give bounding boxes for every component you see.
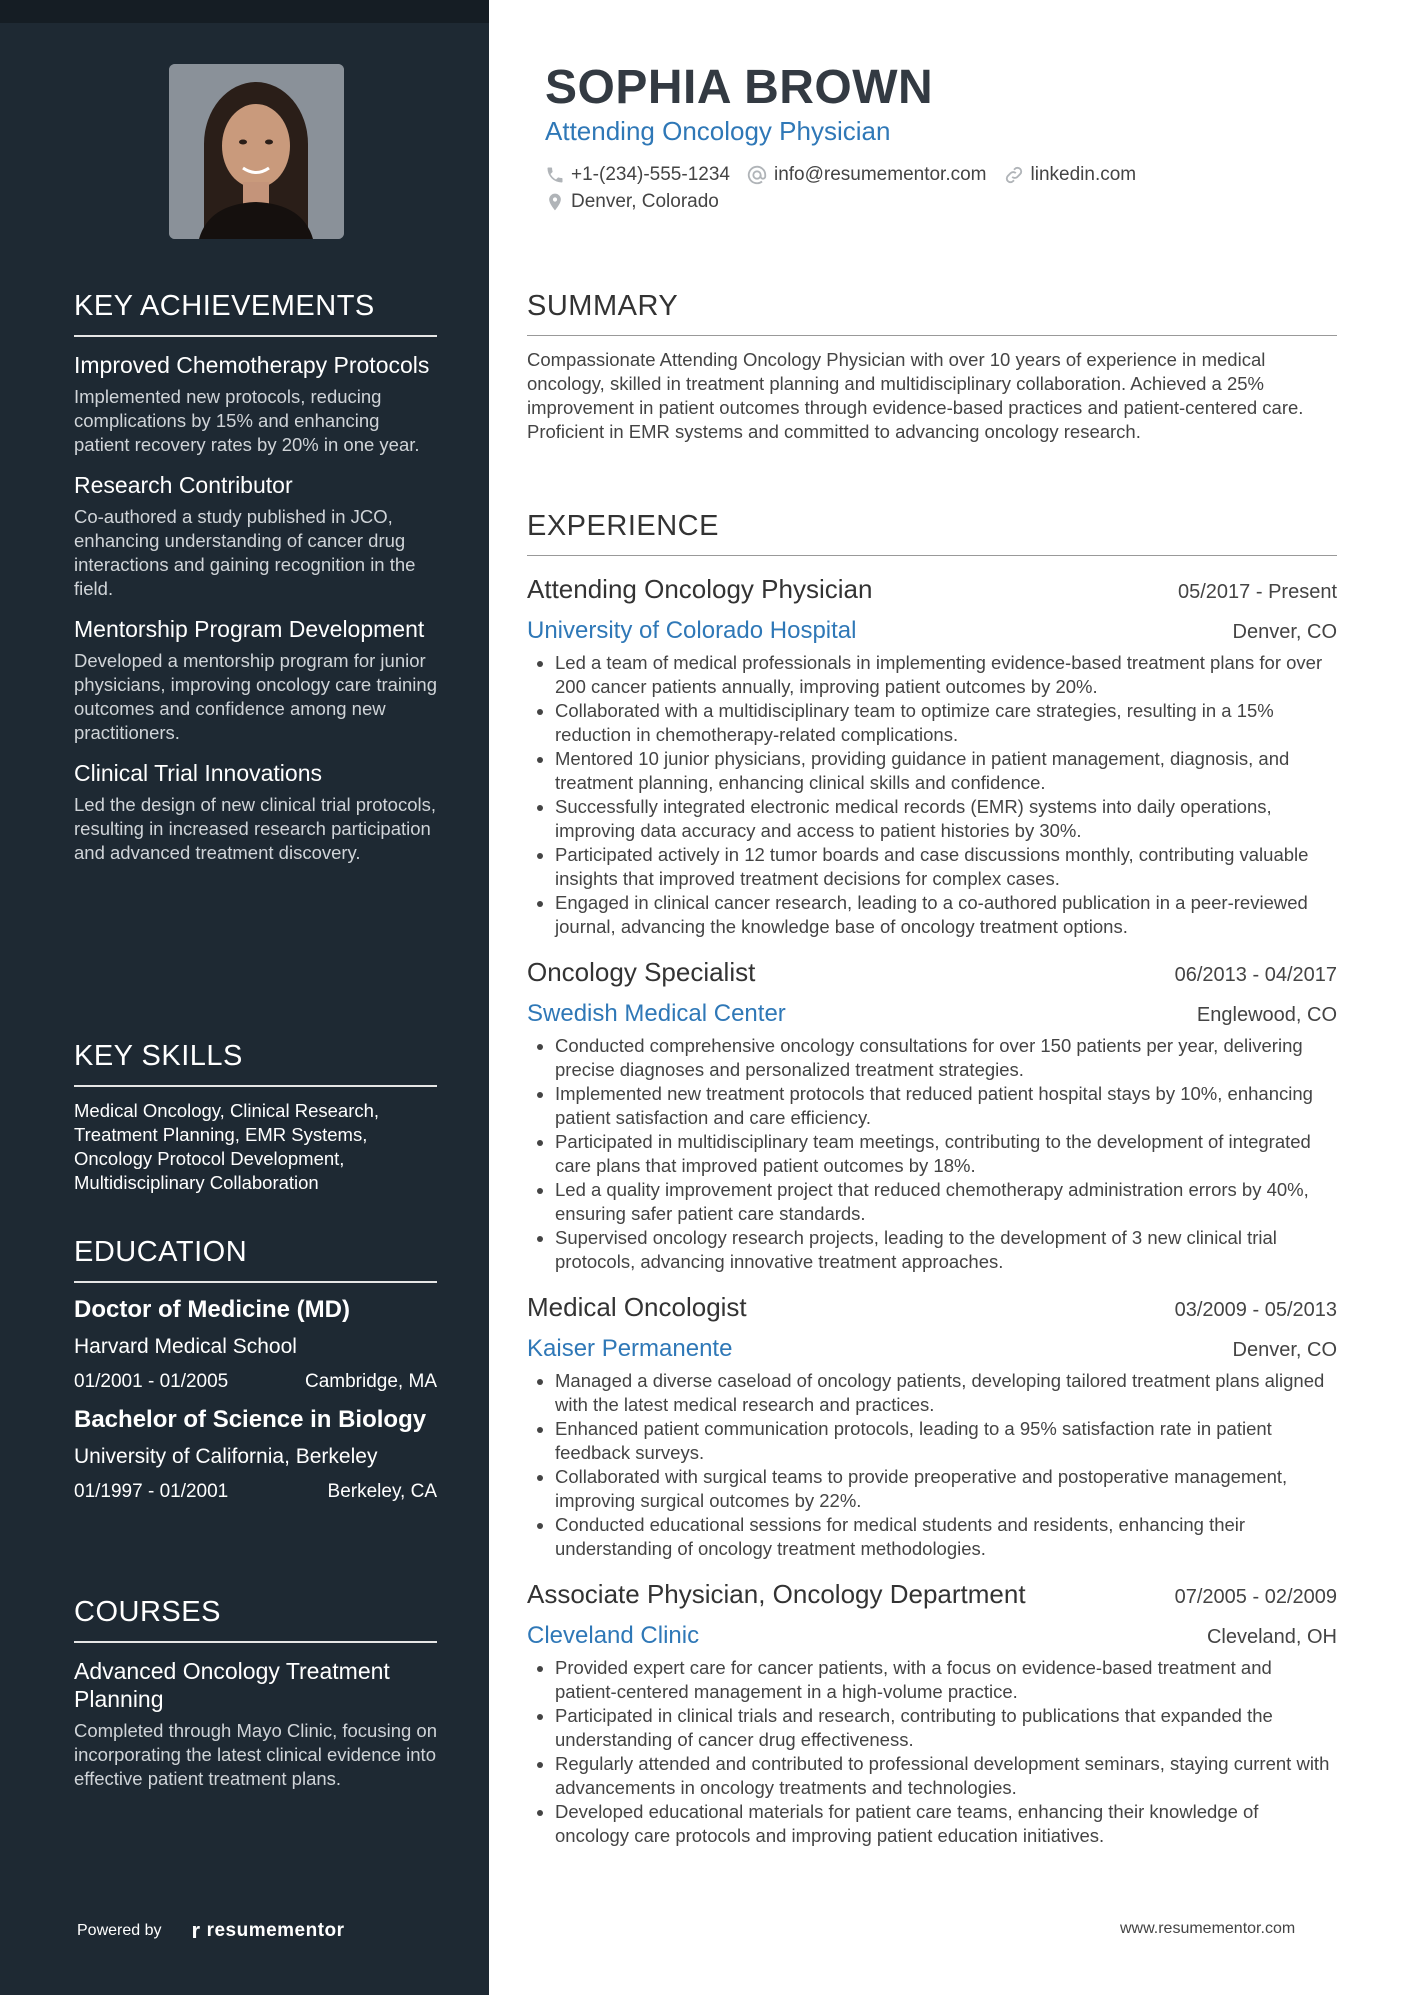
job-sub <box>527 617 1337 645</box>
job-location: Englewood, CO <box>1196 1004 1337 1026</box>
contact-row <box>545 164 1136 186</box>
achievement-title: Mentorship Program Development <box>74 616 425 642</box>
job-dates: 06/2013 - 04/2017 <box>1174 964 1337 986</box>
experience-title: EXPERIENCE <box>527 510 1337 556</box>
job-location: Cleveland, OH <box>1206 1626 1337 1648</box>
job-bullet: • Participated actively in 12 tumor boards and case discussions monthly, contributing valuable insights that improved treatment decisions for complex cases. <box>555 843 1337 891</box>
education-item <box>74 1295 437 1393</box>
achievement-title: Clinical Trial Innovations <box>74 760 323 786</box>
job-bullet: • Led a quality improvement project that reduced chemotherapy administration errors by 40%, ensuring safer patient care standards. <box>555 1178 1337 1226</box>
achievement-title: Research Contributor <box>74 472 293 498</box>
job-bullet: • Mentored 10 junior physicians, providing guidance in patient management, diagnosis, and treatment planning, enhancing clinical skills and confidence. <box>555 747 1337 795</box>
education-dates: 01/2001 - 01/2005 <box>74 1371 229 1392</box>
job-head <box>527 1579 1337 1610</box>
job-entry <box>527 1292 1337 1561</box>
job-bullet: • Enhanced patient communication protocols, leading to a 95% satisfaction rate in patient feedback surveys. <box>555 1417 1337 1465</box>
job-title: Medical Oncologist <box>527 1292 747 1322</box>
job-bullet: • Participated in multidisciplinary team meetings, contributing to the development of integrated care plans that improved patient outcomes by 18%. <box>555 1130 1337 1178</box>
experience-section <box>527 510 1337 1848</box>
job-bullets <box>527 1034 1337 1274</box>
job-bullet: • Participated in clinical trials and research, contributing to publications that expanded the understanding of cancer drug effectiveness. <box>555 1704 1337 1752</box>
job-company: Swedish Medical Center <box>527 1000 786 1027</box>
key-achievements-title: KEY ACHIEVEMENTS <box>74 290 437 337</box>
education-location: Berkeley, CA <box>327 1481 437 1502</box>
achievement-title: Improved Chemotherapy Protocols <box>74 352 430 378</box>
job-entry <box>527 574 1337 939</box>
education-section <box>74 1236 437 1503</box>
footer-url[interactable]: www.resumementor.com <box>1120 1920 1296 1937</box>
job-bullet: • Managed a diverse caseload of oncology patients, developing tailored treatment plans aligned with the latest medical research and practices. <box>555 1369 1337 1417</box>
job-head <box>527 957 1337 988</box>
achievement-desc: Led the design of new clinical trial protocols, resulting in increased research participation and advanced treatment discovery. <box>74 794 436 863</box>
job-bullet: • Engaged in clinical cancer research, leading to a co-authored publication in a peer-reviewed journal, advancing the knowledge base of oncology treatment options. <box>555 891 1337 939</box>
education-degree: Bachelor of Science in Biology <box>74 1406 427 1433</box>
education-dates: 01/1997 - 01/2001 <box>74 1481 229 1502</box>
course-title: Advanced Oncology Treatment Planning <box>74 1658 390 1712</box>
achievement-item <box>74 759 437 865</box>
job-sub <box>527 1000 1337 1028</box>
contact-row-location <box>545 191 719 213</box>
education-meta <box>74 1481 437 1503</box>
at-icon <box>746 164 768 186</box>
phone-text: +1-(234)-555-1234 <box>571 164 730 185</box>
linkedin-text: linkedin.com <box>1030 164 1137 185</box>
courses-title: COURSES <box>74 1596 437 1643</box>
contact-phone[interactable] <box>545 164 730 186</box>
job-bullet: • Provided expert care for cancer patients, with a focus on evidence-based treatment and patient-centered management in a high-volume practice. <box>555 1656 1337 1704</box>
job-entry <box>527 1579 1337 1848</box>
summary-section <box>527 290 1337 444</box>
sidebar-top-bar <box>0 0 489 23</box>
summary-title: SUMMARY <box>527 290 1337 336</box>
job-title: Attending Oncology Physician <box>527 574 873 604</box>
course-desc: Completed through Mayo Clinic, focusing on incorporating the latest clinical evidence into effective patient treatment plans. <box>74 1720 437 1789</box>
sidebar <box>0 0 489 1995</box>
achievement-item <box>74 351 437 457</box>
course-item <box>74 1657 437 1791</box>
job-location: Denver, CO <box>1232 1339 1337 1361</box>
job-bullet: • Developed educational materials for patient care teams, enhancing their knowledge of oncology care protocols and improving patient education initiatives. <box>555 1800 1337 1848</box>
education-meta <box>74 1371 437 1393</box>
job-bullet: • Successfully integrated electronic medical records (EMR) systems into daily operations, improving data accuracy and access to patient histories by 30%. <box>555 795 1337 843</box>
contact-email[interactable] <box>746 164 987 186</box>
key-achievements-section <box>74 290 437 865</box>
job-head <box>527 574 1337 605</box>
link-icon <box>1003 164 1025 186</box>
location-text: Denver, Colorado <box>571 191 719 212</box>
achievement-desc: Implemented new protocols, reducing complications by 15% and enhancing patient recovery rates by 20% in one year. <box>74 386 420 455</box>
contact-location <box>545 191 719 213</box>
job-sub <box>527 1335 1337 1363</box>
job-location: Denver, CO <box>1232 621 1337 643</box>
job-bullet: • Regularly attended and contributed to professional development seminars, staying current with advancements in oncology treatments and technologies. <box>555 1752 1337 1800</box>
profile-photo <box>169 64 344 239</box>
education-school: University of California, Berkeley <box>74 1445 378 1468</box>
brand-logo[interactable] <box>192 1918 345 1944</box>
job-dates: 05/2017 - Present <box>1178 581 1337 603</box>
job-dates: 03/2009 - 05/2013 <box>1174 1299 1337 1321</box>
achievement-item <box>74 471 437 601</box>
job-title: Associate Physician, Oncology Department <box>527 1579 1026 1609</box>
job-bullets <box>527 1656 1337 1848</box>
job-bullet: • Collaborated with surgical teams to provide preoperative and postoperative management, improving surgical outcomes by 22%. <box>555 1465 1337 1513</box>
phone-icon <box>545 165 565 185</box>
key-skills-section <box>74 1040 437 1195</box>
job-entry <box>527 957 1337 1274</box>
courses-section <box>74 1596 437 1791</box>
brand-mark-icon: r <box>191 1918 201 1943</box>
powered-by-label: Powered by <box>77 1922 162 1939</box>
education-location: Cambridge, MA <box>305 1371 437 1392</box>
job-bullet: • Supervised oncology research projects, leading to the development of 3 new clinical trial protocols, advancing innovative treatment approaches. <box>555 1226 1337 1274</box>
job-title: Oncology Specialist <box>527 957 756 987</box>
job-bullet: • Led a team of medical professionals in implementing evidence-based treatment plans for over 200 cancer patients annually, improving patient outcomes by 20%. <box>555 651 1337 699</box>
key-skills-title: KEY SKILLS <box>74 1040 437 1087</box>
job-company: University of Colorado Hospital <box>527 617 857 644</box>
candidate-name: SOPHIA BROWN <box>545 61 934 114</box>
email-text: info@resumementor.com <box>773 164 987 185</box>
contact-linkedin[interactable] <box>1003 164 1137 186</box>
job-bullet: • Conducted comprehensive oncology consultations for over 150 patients per year, delivering precise diagnoses and personalized treatment strategies. <box>555 1034 1337 1082</box>
skills-list: Medical Oncology, Clinical Research, Treatment Planning, EMR Systems, Oncology Protocol Development, Multidisciplinary Collaboration <box>74 1100 380 1193</box>
job-head <box>527 1292 1337 1323</box>
summary-text: Compassionate Attending Oncology Physician with over 10 years of experience in medical oncology, skilled in treatment planning and multidisciplinary collaboration. Achieved a 25% improvement in patient outcomes through evidence-based practices and patient-centered care. Proficient in EMR systems and committed to advancing oncology research. <box>527 349 1304 442</box>
job-dates: 07/2005 - 02/2009 <box>1174 1586 1337 1608</box>
job-company: Kaiser Permanente <box>527 1335 733 1362</box>
job-bullets <box>527 651 1337 939</box>
job-sub <box>527 1622 1337 1650</box>
achievement-item <box>74 615 437 745</box>
job-bullet: • Implemented new treatment protocols that reduced patient hospital stays by 10%, enhancing patient satisfaction and care efficiency. <box>555 1082 1337 1130</box>
job-bullet: • Collaborated with a multidisciplinary team to optimize care strategies, resulting in a 15% reduction in chemotherapy-related complications. <box>555 699 1337 747</box>
job-bullet: • Conducted educational sessions for medical students and residents, enhancing their understanding of oncology treatment methodologies. <box>555 1513 1337 1561</box>
education-item <box>74 1405 437 1503</box>
education-school: Harvard Medical School <box>74 1335 297 1358</box>
education-degree: Doctor of Medicine (MD) <box>74 1296 350 1323</box>
achievement-desc: Developed a mentorship program for junior physicians, improving oncology care training outcomes and confidence among new practitioners. <box>74 650 437 743</box>
education-title: EDUCATION <box>74 1236 437 1283</box>
brand-name: resumementor <box>206 1920 345 1941</box>
job-bullets <box>527 1369 1337 1561</box>
location-pin-icon <box>545 192 565 212</box>
candidate-role: Attending Oncology Physician <box>545 116 891 146</box>
achievement-desc: Co-authored a study published in JCO, enhancing understanding of cancer drug interactions and gaining recognition in the field. <box>74 506 416 599</box>
powered-by <box>77 1918 345 1944</box>
job-company: Cleveland Clinic <box>527 1622 700 1649</box>
